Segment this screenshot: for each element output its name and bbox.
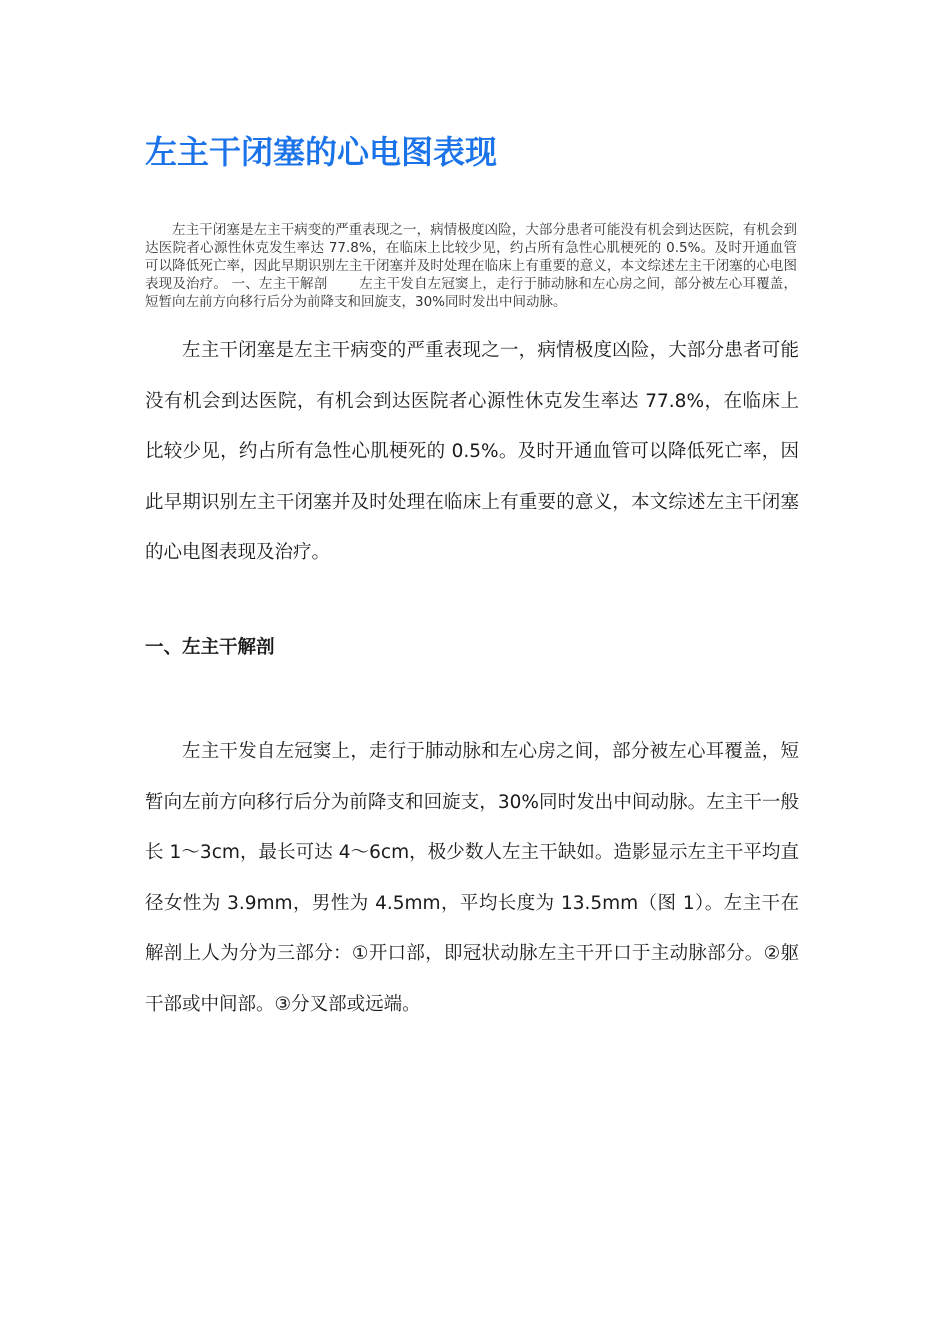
anatomy-paragraph: 左主干发自左冠窦上，走行于肺动脉和左心房之间，部分被左心耳覆盖，短暂向左前方向移行后分为前降支和回旋支，30%同时发出中间动脉。左主干一般长 1～3cm，最长可达 4～6cm，极少数人左主干缺如。造影显示左主干平均直径女性为 3.9mm，男性为 4.5mm，平均长度为 13.5mm（图 1）。左主干在解剖上人为分为三部分：①开口部，即冠状动脉左主干开口于主动脉部分。②躯干部或中间部。③分叉部或远端。 bbox=[145, 741, 799, 1015]
intro-paragraph: 左主干闭塞是左主干病变的严重表现之一，病情极度凶险，大部分患者可能没有机会到达医院，有机会到达医院者心源性休克发生率达 77.8%，在临床上比较少见，约占所有急性心肌梗死的 0.5%。及时开通血管可以降低死亡率，因此早期识别左主干闭塞并及时处理在临床上有重要的意义，本文综述左主干闭塞的心电图表现及治疗。 bbox=[145, 340, 799, 563]
document-title: 左主干闭塞的心电图表现 bbox=[145, 133, 498, 171]
section-heading-anatomy: 一、左主干解剖 bbox=[145, 637, 275, 658]
summary-paragraph: 左主干闭塞是左主干病变的严重表现之一，病情极度凶险，大部分患者可能没有机会到达医院，有机会到达医院者心源性休克发生率达 77.8%，在临床上比较少见，约占所有急性心肌梗死的 0.5%。及时开通血管可以降低死亡率，因此早期识别左主干闭塞并及时处理在临床上有重要的意义，本文综述左主干闭塞的心电图表现及治疗。 一、左主干解剖 左主干发自左冠窦上，走行于肺动脉和左心房之间，部分被左心耳覆盖，短暂向左前方向移行后分为前降支和回旋支，30%同时发出中间动脉。 bbox=[145, 222, 797, 310]
